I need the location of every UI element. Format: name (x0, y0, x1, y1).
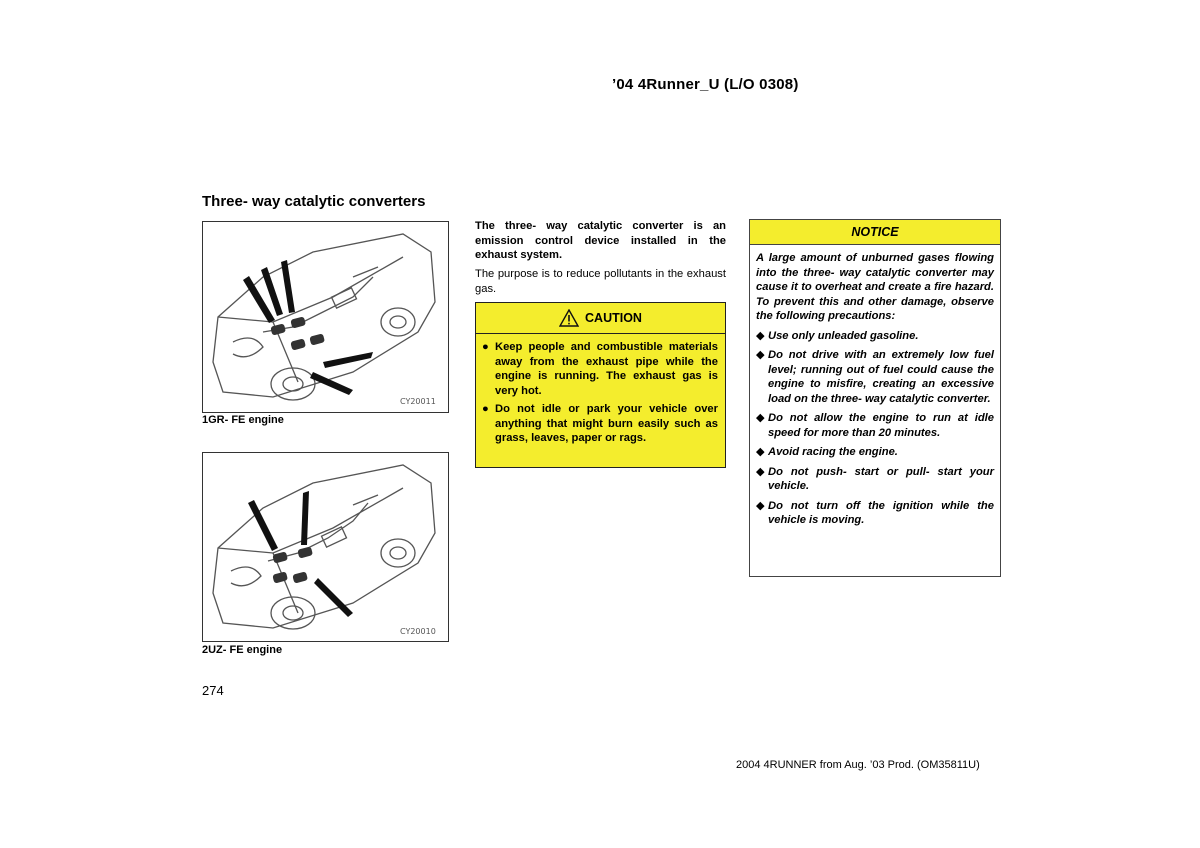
list-item (482, 402, 718, 446)
notice-header (750, 220, 1000, 245)
diamond-bullet-icon: ◆ (756, 499, 765, 512)
notice-item-text: Do not turn off the ignition while the vehicle is moving. (768, 499, 994, 526)
intro-paragraph: The three- way catalytic converter is an emission control device installed in the exhaust system. (475, 220, 726, 261)
figure-1gr-fe-engine (202, 221, 449, 413)
list-item (756, 445, 994, 460)
caution-item-text: Do not idle or park your vehicle over anything that might burn easily such as grass, leaves, paper or rags. (495, 403, 718, 444)
vehicle-exhaust-illustration (203, 222, 448, 412)
vehicle-exhaust-illustration (203, 453, 448, 641)
diamond-bullet-icon: ◆ (756, 329, 765, 342)
diamond-bullet-icon: ◆ (756, 349, 765, 361)
diamond-bullet-icon: ◆ (756, 412, 765, 424)
notice-label: NOTICE (851, 225, 899, 239)
notice-item-text: Avoid racing the engine. (768, 446, 898, 458)
notice-item-text: Do not allow the engine to run at idle speed for more than 20 minutes. (768, 412, 994, 439)
document-header: ’04 4Runner_U (L/O 0308) (612, 76, 799, 93)
diamond-bullet-icon: ◆ (756, 465, 765, 478)
figure-caption: 2UZ- FE engine (202, 644, 283, 656)
page-number: 274 (202, 683, 224, 698)
list-item (756, 348, 994, 406)
purpose-paragraph: The purpose is to reduce pollutants in the exhaust gas. (475, 268, 726, 295)
notice-item-text: Use only unleaded gasoline. (768, 329, 919, 342)
caution-header (476, 303, 725, 334)
caution-label: CAUTION (585, 311, 642, 325)
list-item (756, 329, 994, 344)
figure-caption: 1GR- FE engine (202, 414, 284, 426)
document-footer: 2004 4RUNNER from Aug. ’03 Prod. (OM35811U) (736, 759, 980, 771)
notice-item-text: Do not push- start or pull- start your vehicle. (768, 465, 994, 492)
figure-code-label: CY20010 (400, 627, 436, 636)
diamond-bullet-icon: ◆ (756, 446, 765, 458)
caution-item-text: Keep people and combustible materials away from the exhaust pipe while the engine is running. The exhaust gas is very hot. (495, 341, 718, 397)
figure-2uz-fe-engine (202, 452, 449, 642)
list-item (756, 411, 994, 440)
notice-intro: A large amount of unburned gases flowing into the three- way catalytic converter may cause it to overheat and create a fire hazard. To prevent this and other damage, observe the following precautions: (756, 252, 994, 322)
notice-box (749, 219, 1001, 577)
bullet-icon: ● (482, 341, 489, 353)
caution-box (475, 302, 726, 468)
section-title: Three- way catalytic converters (202, 193, 426, 210)
warning-triangle-icon (559, 309, 579, 327)
caution-list (476, 334, 725, 446)
list-item (756, 499, 994, 528)
figure-code-label: CY20011 (400, 397, 436, 406)
bullet-icon: ● (482, 403, 489, 415)
notice-item-text: Do not drive with an extremely low fuel level; running out of fuel could cause the engine to misfire, creating an excessive load on the three- way catalytic converter. (768, 349, 994, 405)
list-item (756, 465, 994, 494)
notice-content (750, 245, 1000, 528)
list-item (482, 340, 718, 398)
